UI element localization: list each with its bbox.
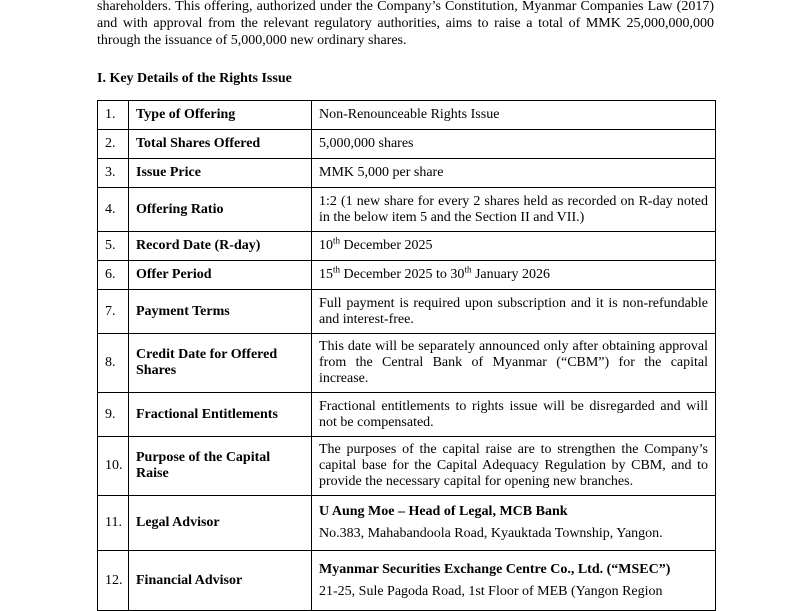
- row-value: [312, 551, 716, 611]
- row-number: 5.: [98, 232, 129, 261]
- row-number: 1.: [98, 101, 129, 130]
- row-number: 4.: [98, 188, 129, 232]
- row-value: Full payment is required upon subscription and it is non-refundable and interest-free.: [312, 290, 716, 334]
- table-row: [98, 334, 716, 393]
- advisor-name: U Aung Moe – Head of Legal, MCB Bank: [319, 504, 568, 519]
- table-row: [98, 261, 716, 290]
- offer-start-day: 15: [319, 267, 333, 282]
- row-label: Type of Offering: [129, 101, 312, 130]
- table-row: [98, 437, 716, 496]
- row-label: Financial Advisor: [129, 551, 312, 611]
- row-value: Non-Renounceable Rights Issue: [312, 101, 716, 130]
- row-label: Offering Ratio: [129, 188, 312, 232]
- row-number: 10.: [98, 437, 129, 496]
- intro-paragraph: shareholders. This offering, authorized under the Company’s Constitution, Myanmar Companies Law (2017) and with approval from the relevant regulatory authorities, aims to raise a total of MMK 25,000,000,000 through the issuance of 5,000,000 new ordinary shares.: [97, 0, 714, 48]
- table-row: [98, 159, 716, 188]
- row-number: 6.: [98, 261, 129, 290]
- table-row: [98, 188, 716, 232]
- row-value: Fractional entitlements to rights issue will be disregarded and will not be compensated.: [312, 393, 716, 437]
- row-label: Fractional Entitlements: [129, 393, 312, 437]
- ordinal-suffix: th: [464, 264, 472, 275]
- table-row: [98, 496, 716, 551]
- row-number: 9.: [98, 393, 129, 437]
- row-value: [312, 496, 716, 551]
- ordinal-suffix: th: [333, 264, 341, 275]
- ordinal-suffix: th: [333, 235, 341, 246]
- table-row: [98, 232, 716, 261]
- row-label: Issue Price: [129, 159, 312, 188]
- row-number: 8.: [98, 334, 129, 393]
- row-number: 12.: [98, 551, 129, 611]
- row-label: Legal Advisor: [129, 496, 312, 551]
- row-value: [312, 261, 716, 290]
- table-row: [98, 290, 716, 334]
- section-heading: I. Key Details of the Rights Issue: [97, 71, 292, 86]
- row-value: 5,000,000 shares: [312, 130, 716, 159]
- row-number: 3.: [98, 159, 129, 188]
- row-number: 7.: [98, 290, 129, 334]
- table-row: [98, 551, 716, 611]
- table-row: [98, 130, 716, 159]
- row-label: Payment Terms: [129, 290, 312, 334]
- rights-issue-details-table: [97, 100, 716, 611]
- row-label: Credit Date for Offered Shares: [129, 334, 312, 393]
- advisor-name: Myanmar Securities Exchange Centre Co., Ltd. (“MSEC”): [319, 561, 671, 577]
- row-label: Purpose of the Capital Raise: [129, 437, 312, 496]
- row-value: 1:2 (1 new share for every 2 shares held as recorded on R-day noted in the below item 5 and the Section II and VII.): [312, 188, 716, 232]
- table-row: [98, 101, 716, 130]
- row-number: 2.: [98, 130, 129, 159]
- offer-end-month-year: January 2026: [471, 267, 550, 282]
- row-label: Total Shares Offered: [129, 130, 312, 159]
- row-label: Offer Period: [129, 261, 312, 290]
- row-number: 11.: [98, 496, 129, 551]
- record-day: 10: [319, 238, 333, 253]
- table-row: [98, 393, 716, 437]
- row-value: [312, 232, 716, 261]
- offer-period-middle: December 2025 to 30: [340, 267, 465, 282]
- advisor-address: No.383, Mahabandoola Road, Kyauktada Township, Yangon.: [319, 526, 663, 541]
- row-value: MMK 5,000 per share: [312, 159, 716, 188]
- row-value: The purposes of the capital raise are to strengthen the Company’s capital base for the Capital Adequacy Regulation by CBM, and to provide the necessary capital for opening new branches.: [312, 437, 716, 496]
- row-value: This date will be separately announced only after obtaining approval from the Central Bank of Myanmar (“CBM”) for the capital increase.: [312, 334, 716, 393]
- record-month-year: December 2025: [340, 238, 433, 253]
- advisor-address: 21-25, Sule Pagoda Road, 1st Floor of MEB (Yangon Region: [319, 583, 663, 599]
- row-label: Record Date (R-day): [129, 232, 312, 261]
